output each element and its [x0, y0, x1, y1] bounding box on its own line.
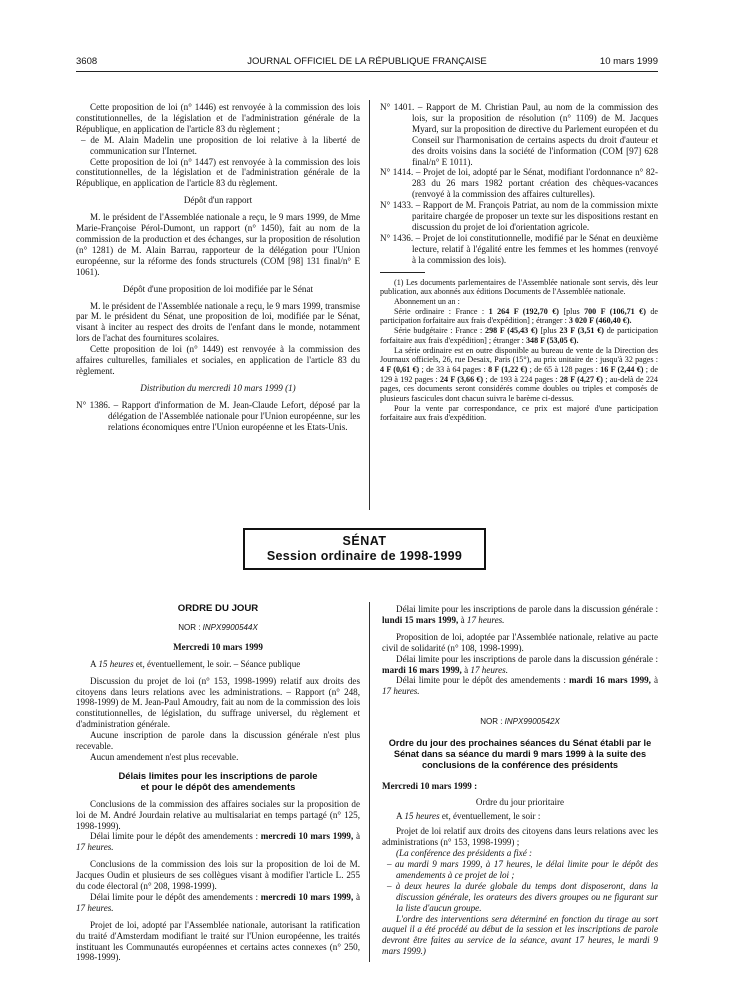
document-entry [380, 200, 658, 233]
top-right-column [380, 102, 658, 423]
section-heading: Dépôt d'un rapport [183, 195, 253, 206]
paragraph: Projet de loi relatif aux droits des citoyens dans leurs relations avec les administrations (n° 153, 1998-1999) ; [382, 826, 658, 848]
column-divider [369, 100, 370, 510]
paragraph: Conclusions de la commission des affaires sociales sur la proposition de loi de M. André Jourdain relative au multisalariat en temps partagé (n° 125, 1998-1999). [76, 798, 360, 831]
section-heading: et pour le dépôt des amendements [140, 780, 296, 792]
top-left-column [76, 102, 360, 432]
document-entry [76, 400, 360, 433]
document-entry [380, 102, 658, 167]
paragraph: Délai limite pour les inscriptions de parole dans la discussion générale : mardi 16 mars 1999, à 17 heures. [382, 653, 658, 675]
session-subtitle: Session ordinaire de 1998-1999 [266, 549, 463, 563]
paragraph: Conclusions de la commission des lois sur la proposition de loi de M. Jacques Oudin et plusieurs de ses collègues visant à modifier l'article L. 255 du code électoral (n° 208, 1998-1999). [76, 859, 360, 892]
footnote-paragraph: (1) Les documents parlementaires de l'Assemblée nationale sont servis, dès leur publication, aux abonnés aux éditions Documents de l'Assemblée nationale. [380, 277, 658, 297]
paragraph: – au mardi 9 mars 1999, à 17 heures, le délai limite pour le dépôt des amendements à ce projet de loi ; [387, 858, 658, 880]
section-heading: ORDRE DU JOUR [177, 603, 259, 614]
paragraph: (La conférence des présidents a fixé : [396, 848, 533, 859]
paragraph: Cette proposition de loi (n° 1447) est renvoyée à la commission des lois constitutionnelles, de la législation et de l'administration générale de la République, en application de l'article 83 du règlement. [76, 156, 360, 189]
footnote-paragraph: Abonnement un an : [394, 297, 460, 306]
paragraph: Projet de loi, adopté par l'Assemblée nationale, autorisant la ratification du traité d'Amsterdam modifiant le traité sur l'Union européenne, les traités instituant les Communautés européennes et certains actes connexes (n° 250, 1998-1999). [76, 919, 360, 963]
document-number: N° 1433. [380, 200, 414, 211]
senat-title: SÉNAT [342, 534, 387, 548]
paragraph: Délai limite pour les inscriptions de parole dans la discussion générale : lundi 15 mars 1999, à 17 heures. [382, 604, 658, 625]
footnote [380, 278, 658, 424]
column-divider [369, 602, 370, 962]
paragraph: – de M. Alain Madelin une proposition de loi relative à la liberté de communication sur l'Internet. [81, 134, 360, 156]
paragraph: Cette proposition de loi (n° 1449) est renvoyée à la commission des affaires culturelles, familiales et sociales, en application de l'article 83 du règlement. [76, 344, 360, 376]
section-heading: Ordre du jour des prochaines séances du Sénat établi par le Sénat dans sa séance du mardi 9 mars 1999 à la suite des conclusions de la conférence des présidents [388, 738, 652, 770]
document-entry [380, 167, 658, 200]
footnote-paragraph: La série ordinaire est en outre disponible au bureau de vente de la Direction des Journaux officiels, 26, rue Desaix, Paris (15°), au prix unitaire de : jusqu'à 32 pages : 4 F (0,61 €) ; de 33 à 64 pages : 8 F (1,22 €) ; de 65 à 128 pages : 16 F (2,44 €) ; de 129 à 192 pages : 24 F (3,66 €) ; de 193 à 224 pages : 28 F (4,27 €) ; au-delà de 224 pages, ces documents seront considérés comme doubles ou triples et composés de plusieurs fascicules dont chacun suivra le barème ci-dessus. [380, 345, 658, 404]
paragraph: Discussion du projet de loi (n° 153, 1998-1999) relatif aux droits des citoyens dans leurs relations avec les administrations. – Rapport (n° 248, 1998-1999) de M. Jean-Paul Amoudry, fait au nom de la commission des lois constitutionnelles, de législation, du suffrage universel, du règlement et d'administration générale. [76, 675, 360, 730]
document-number: N° 1414. [380, 167, 414, 178]
footnote-paragraph: Pour la vente par correspondance, ce prix est majoré d'une participation forfaitaire aux frais d'expédition. [380, 403, 658, 423]
issue-date: 10 mars 1999 [599, 56, 658, 67]
document-number: N° 1386. [76, 399, 111, 410]
nor-reference: NOR : INPX9900542X [480, 717, 560, 727]
section-heading: Distribution du mercredi 10 mars 1999 (1) [140, 382, 296, 393]
paragraph: Proposition de loi, adoptée par l'Assemblée nationale, relative au pacte civil de solidarité (n° 108, 1998-1999). [382, 631, 658, 653]
paragraph: L'ordre des interventions sera déterminé en fonction du tirage au sort auquel il a été procédé au début de la session et les inscriptions de parole devront être faites au service de la séance, avant 17 heures, le mardi 9 mars 1999.) [382, 913, 658, 957]
paragraph: – à deux heures la durée globale du temps dont disposeront, dans la discussion générale, les orateurs des divers groupes ou ne figurant sur la liste d'aucun groupe. [387, 880, 658, 913]
date-heading: Mercredi 10 mars 1999 [173, 641, 263, 652]
nor-reference: NOR : INPX9900544X [178, 622, 258, 632]
bottom-left-column [76, 604, 360, 963]
page-header [76, 56, 658, 70]
journal-title: JOURNAL OFFICIEL DE LA RÉPUBLIQUE FRANÇAISE [247, 56, 487, 67]
paragraph: A 15 heures et, éventuellement, le soir : [396, 811, 541, 822]
page-number: 3608 [76, 56, 98, 67]
senat-title-box [243, 528, 486, 570]
paragraph: Aucune inscription de parole dans la discussion générale n'est plus recevable. [76, 730, 360, 752]
footnote-rule [380, 272, 425, 273]
document-number: N° 1401. [380, 102, 415, 112]
section-heading: Délais limites pour les inscriptions de parole [118, 769, 318, 781]
paragraph: Délai limite pour le dépôt des amendements : mercredi 10 mars 1999, à 17 heures. [76, 831, 360, 853]
footnote-paragraph: Série ordinaire : France : 1 264 F (192,70 €) [plus 700 F (106,71 €) de participation forfaitaire aux frais d'expédition] ; étranger : 3 020 F (460,40 €). [380, 306, 658, 326]
document-text: – Rapport de M. Christian Paul, au nom de la commission des lois, sur la proposition de résolution (n° 1109) de M. Jacques Myard, sur la proposition de directive du Parlement européen et du Conseil sur l'harmonisation de certains aspects du droit d'auteur et des droits voisins dans la société de l'information (COM [97] 628 final/n° E 1011). [412, 102, 658, 167]
paragraph: Délai limite pour le dépôt des amendements : mercredi 10 mars 1999, à 17 heures. [76, 891, 360, 913]
document-text: – Rapport d'information de M. Jean-Claude Lefort, déposé par la délégation de l'Assemblée nationale pour l'Union européenne, sur les relations économiques entre l'Union européenne et les Etats-Unis. [108, 399, 360, 432]
section-heading: Dépôt d'une proposition de loi modifiée par le Sénat [122, 283, 314, 294]
document-entry [380, 233, 658, 266]
paragraph: Aucun amendement n'est plus recevable. [90, 751, 239, 762]
document-text: – Projet de loi, adopté par le Sénat, modifiant l'ordonnance n° 82-283 du 26 mars 1982 portant création des chèques-vacances (renvoyé à la commission des affaires culturelles). [412, 167, 658, 200]
paragraph: A 15 heures et, éventuellement, le soir. – Séance publique [90, 658, 301, 669]
paragraph: M. le président de l'Assemblée nationale a reçu, le 9 mars 1999, de Mme Marie-Françoise Pérol-Dumont, un rapport (n° 1450), fait au nom de la commission de la production et des échanges, sur la proposition de résolution (n° 1281) de M. Alain Barrau, rapporteur de la délégation pour l'Union européenne, sur la réforme des fonds structurels (COM [98] 131 final/n° E 1061). [76, 212, 360, 277]
bottom-right-column [382, 604, 658, 957]
document-text: – Projet de loi constitutionnelle, modifié par le Sénat en deuxième lecture, relatif à l'égalité entre les femmes et les hommes (renvoyé à la commission des lois). [412, 232, 658, 265]
paragraph: Délai limite pour le dépôt des amendements : mardi 16 mars 1999, à 17 heures. [382, 675, 658, 697]
document-number: N° 1436. [380, 232, 414, 243]
date-heading: Mercredi 10 mars 1999 : [382, 780, 478, 791]
paragraph: M. le président de l'Assemblée nationale a reçu, le 9 mars 1999, transmise par M. le président du Sénat, une proposition de loi, modifiée par le Sénat, visant à inciter au respect des droits de l'enfant dans le monde, notamment lors de l'achat des fournitures scolaires. [76, 300, 360, 344]
header-rule [76, 71, 658, 72]
subheading: Ordre du jour prioritaire [475, 797, 565, 808]
footnote-paragraph: Série budgétaire : France : 298 F (45,43 €) [plus 23 F (3,51 €) de participation forfaitaire aux frais d'expédition] ; étranger : 348 F (53,05 €). [380, 326, 658, 345]
paragraph: Cette proposition de loi (n° 1446) est renvoyée à la commission des lois constitutionnelles, de la législation et de l'administration générale de la République, en application de l'article 83 du règlement ; [76, 102, 360, 134]
document-text: – Rapport de M. François Patriat, au nom de la commission mixte paritaire chargée de proposer un texte sur les dispositions restant en discussion du projet de loi d'orientation agricole. [412, 200, 658, 232]
